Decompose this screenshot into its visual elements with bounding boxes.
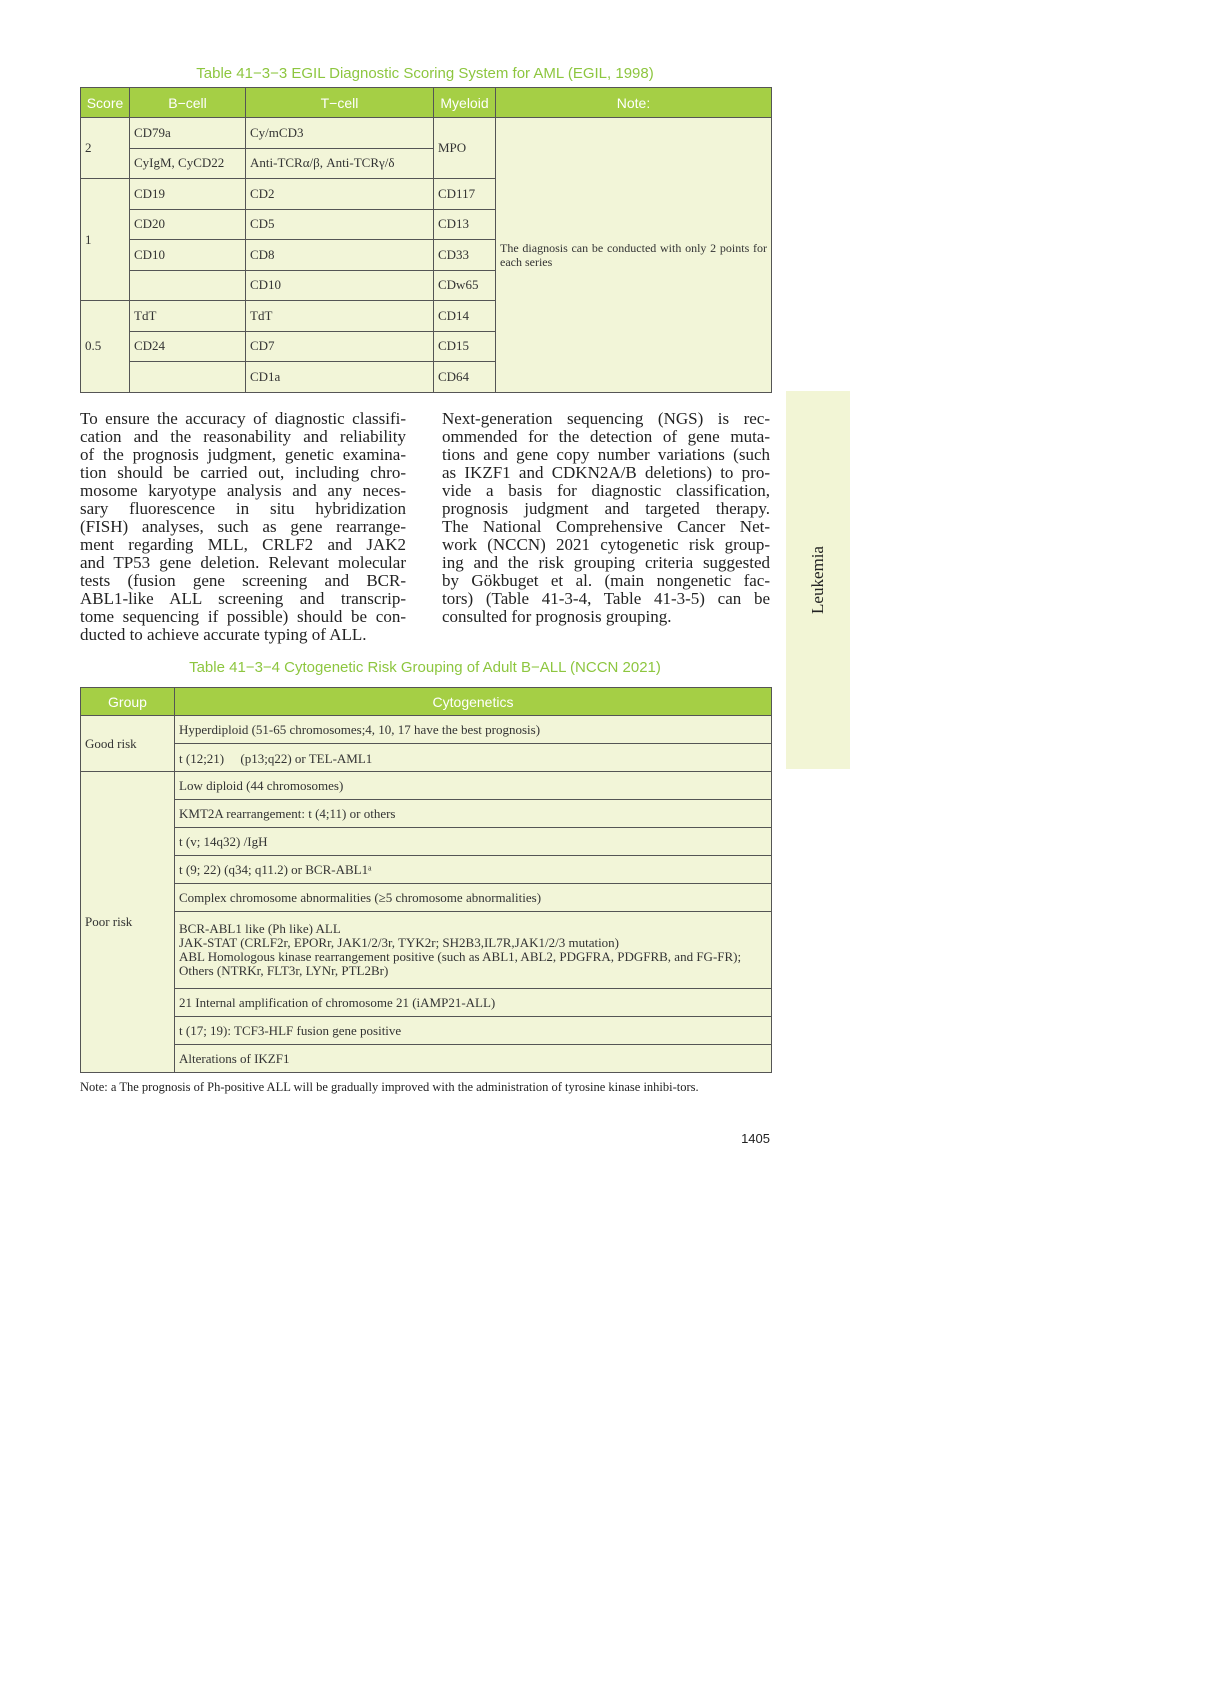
score-cell: 0.5: [81, 301, 130, 393]
header-cell: Group: [81, 688, 175, 716]
table-cell: TdT: [130, 301, 246, 332]
table-cell: CD117: [434, 179, 496, 210]
table-cell: CD10: [246, 270, 434, 301]
header-cell: B−cell: [130, 88, 246, 118]
table-row: [81, 856, 772, 884]
paragraph-line: of the prognosis judgment, genetic examina-: [80, 445, 406, 464]
paragraph-line: ABL1-like ALL screening and transcrip-: [80, 589, 406, 608]
table-cell: CD10: [130, 240, 246, 271]
table-row: [81, 884, 772, 912]
left-paragraph: [80, 410, 406, 644]
table-cell: CD24: [130, 331, 246, 362]
table-cell: t (v; 14q32) /IgH: [175, 828, 772, 856]
header-cell: T−cell: [246, 88, 434, 118]
table-cell: CD19: [130, 179, 246, 210]
table-cell: [130, 362, 246, 393]
table-cell: Cy/mCD3: [246, 118, 434, 149]
table-row: [81, 912, 772, 989]
paragraph-line: tors) (Table 41-3-4, Table 41-3-5) can be: [442, 589, 770, 608]
paragraph-line: mosome karyotype analysis and any neces-: [80, 481, 406, 500]
paragraph-line: tions and gene copy number variations (such: [442, 445, 770, 464]
paragraph-line: work (NCCN) 2021 cytogenetic risk group-: [442, 535, 770, 554]
cell-line: JAK-STAT (CRLF2r, EPORr, JAK1/2/3r, TYK2r; SH2B3,IL7R,JAK1/2/3 mutation): [179, 935, 620, 950]
group-cell: Good risk: [81, 716, 175, 772]
table-cell: CD2: [246, 179, 434, 210]
table-cell: Hyperdiploid (51-65 chromosomes;4, 10, 17 have the best prognosis): [175, 716, 772, 744]
table-cell: CD20: [130, 209, 246, 240]
paragraph-line: ment regarding MLL, CRLF2 and JAK2: [80, 535, 406, 554]
table-cell: Alterations of IKZF1: [175, 1045, 772, 1073]
table-cell: [175, 912, 772, 989]
table-footnote: Note: a The prognosis of Ph-positive ALL will be gradually improved with the administration of tyrosine kinase inhibi-tors.: [80, 1080, 699, 1094]
table-row: [81, 1017, 772, 1045]
table-cell: t (9; 22) (q34; q11.2) or BCR-ABL1ᵃ: [175, 856, 772, 884]
paragraph-line: vide a basis for diagnostic classification,: [442, 481, 770, 500]
paragraph-line: consulted for prognosis grouping.: [442, 607, 672, 626]
table-cell: t (17; 19): TCF3-HLF fusion gene positive: [175, 1017, 772, 1045]
paragraph-line: prognosis judgment and targeted therapy.: [442, 499, 770, 518]
table1-title: Table 41−3−3 EGIL Diagnostic Scoring System for AML (EGIL, 1998): [196, 65, 654, 82]
note-cell: The diagnosis can be conducted with only 2 points for each series: [496, 118, 772, 393]
paragraph-line: by Gökbuget et al. (main nongenetic fac-: [442, 571, 770, 590]
table-row: [81, 772, 772, 800]
header-cell: Note:: [496, 88, 772, 118]
table-cell: Complex chromosome abnormalities (≥5 chromosome abnormalities): [175, 884, 772, 912]
table-row: [81, 716, 772, 744]
paragraph-line: ducted to achieve accurate typing of ALL.: [80, 625, 367, 644]
table-cell: KMT2A rearrangement: t (4;11) or others: [175, 800, 772, 828]
table-cell: Anti-TCRα/β, Anti-TCRγ/δ: [246, 148, 434, 179]
table-header-row: [81, 88, 772, 118]
page-number: 1405: [741, 1131, 770, 1146]
table-cell: CD7: [246, 331, 434, 362]
table-cell: CD8: [246, 240, 434, 271]
paragraph-line: tests (fusion gene screening and BCR-: [80, 571, 406, 590]
table-row: [81, 118, 772, 149]
table-cell: CyIgM, CyCD22: [130, 148, 246, 179]
table-row: [81, 800, 772, 828]
table-row: [81, 1045, 772, 1073]
table-cell: CDw65: [434, 270, 496, 301]
table-cell: CD5: [246, 209, 434, 240]
side-tab-label: Leukemia: [808, 546, 827, 614]
table-cell: TdT: [246, 301, 434, 332]
paragraph-line: ing and the risk grouping criteria suggested: [442, 553, 770, 572]
paragraph-line: and TP53 gene deletion. Relevant molecular: [80, 553, 406, 572]
header-cell: Myeloid: [434, 88, 496, 118]
chapter-side-tab: [786, 391, 850, 769]
table-cell: CD33: [434, 240, 496, 271]
paragraph-line: ommended for the detection of gene muta-: [442, 427, 770, 446]
table-row: [81, 989, 772, 1017]
paragraph-line: To ensure the accuracy of diagnostic classifi-: [80, 409, 406, 428]
table-cell: CD14: [434, 301, 496, 332]
table-header-row: [81, 688, 772, 716]
paragraph-line: sary fluorescence in situ hybridization: [80, 499, 406, 518]
table2-title: Table 41−3−4 Cytogenetic Risk Grouping of Adult B−ALL (NCCN 2021): [189, 659, 661, 676]
score-cell: 2: [81, 118, 130, 179]
table-cell: 21 Internal amplification of chromosome 21 (iAMP21-ALL): [175, 989, 772, 1017]
table-cell: CD13: [434, 209, 496, 240]
table-row: [81, 828, 772, 856]
table-cell: CD15: [434, 331, 496, 362]
risk-grouping-table: [80, 687, 772, 1073]
table-cell: MPO: [434, 118, 496, 179]
paragraph-line: Next-generation sequencing (NGS) is rec-: [442, 409, 770, 428]
header-cell: Score: [81, 88, 130, 118]
table-cell: [130, 270, 246, 301]
paragraph-line: (FISH) analyses, such as gene rearrange-: [80, 517, 406, 536]
table-cell: CD1a: [246, 362, 434, 393]
table-cell: Low diploid (44 chromosomes): [175, 772, 772, 800]
header-cell: Cytogenetics: [175, 688, 772, 716]
cell-line: ABL Homologous kinase rearrangement positive (such as ABL1, ABL2, PDGFRA, PDGFRB, and FG-FR); Others (NTRKr, FLT3r, LYNr, PTL2Br): [179, 949, 742, 978]
paragraph-line: The National Comprehensive Cancer Net-: [442, 517, 770, 536]
group-cell: Poor risk: [81, 772, 175, 1073]
paragraph-line: cation and the reasonability and reliability: [80, 427, 406, 446]
cell-line: BCR-ABL1 like (Ph like) ALL: [179, 921, 341, 936]
right-paragraph: [442, 410, 770, 626]
table-cell: t (12;21) (p13;q22) or TEL-AML1: [175, 744, 772, 772]
table-cell: CD79a: [130, 118, 246, 149]
score-cell: 1: [81, 179, 130, 301]
paragraph-line: tion should be carried out, including chro-: [80, 463, 406, 482]
paragraph-line: tome sequencing if possible) should be con-: [80, 607, 406, 626]
table-row: [81, 744, 772, 772]
egil-scoring-table: [80, 87, 772, 393]
table-cell: CD64: [434, 362, 496, 393]
paragraph-line: as IKZF1 and CDKN2A/B deletions) to pro-: [442, 463, 770, 482]
